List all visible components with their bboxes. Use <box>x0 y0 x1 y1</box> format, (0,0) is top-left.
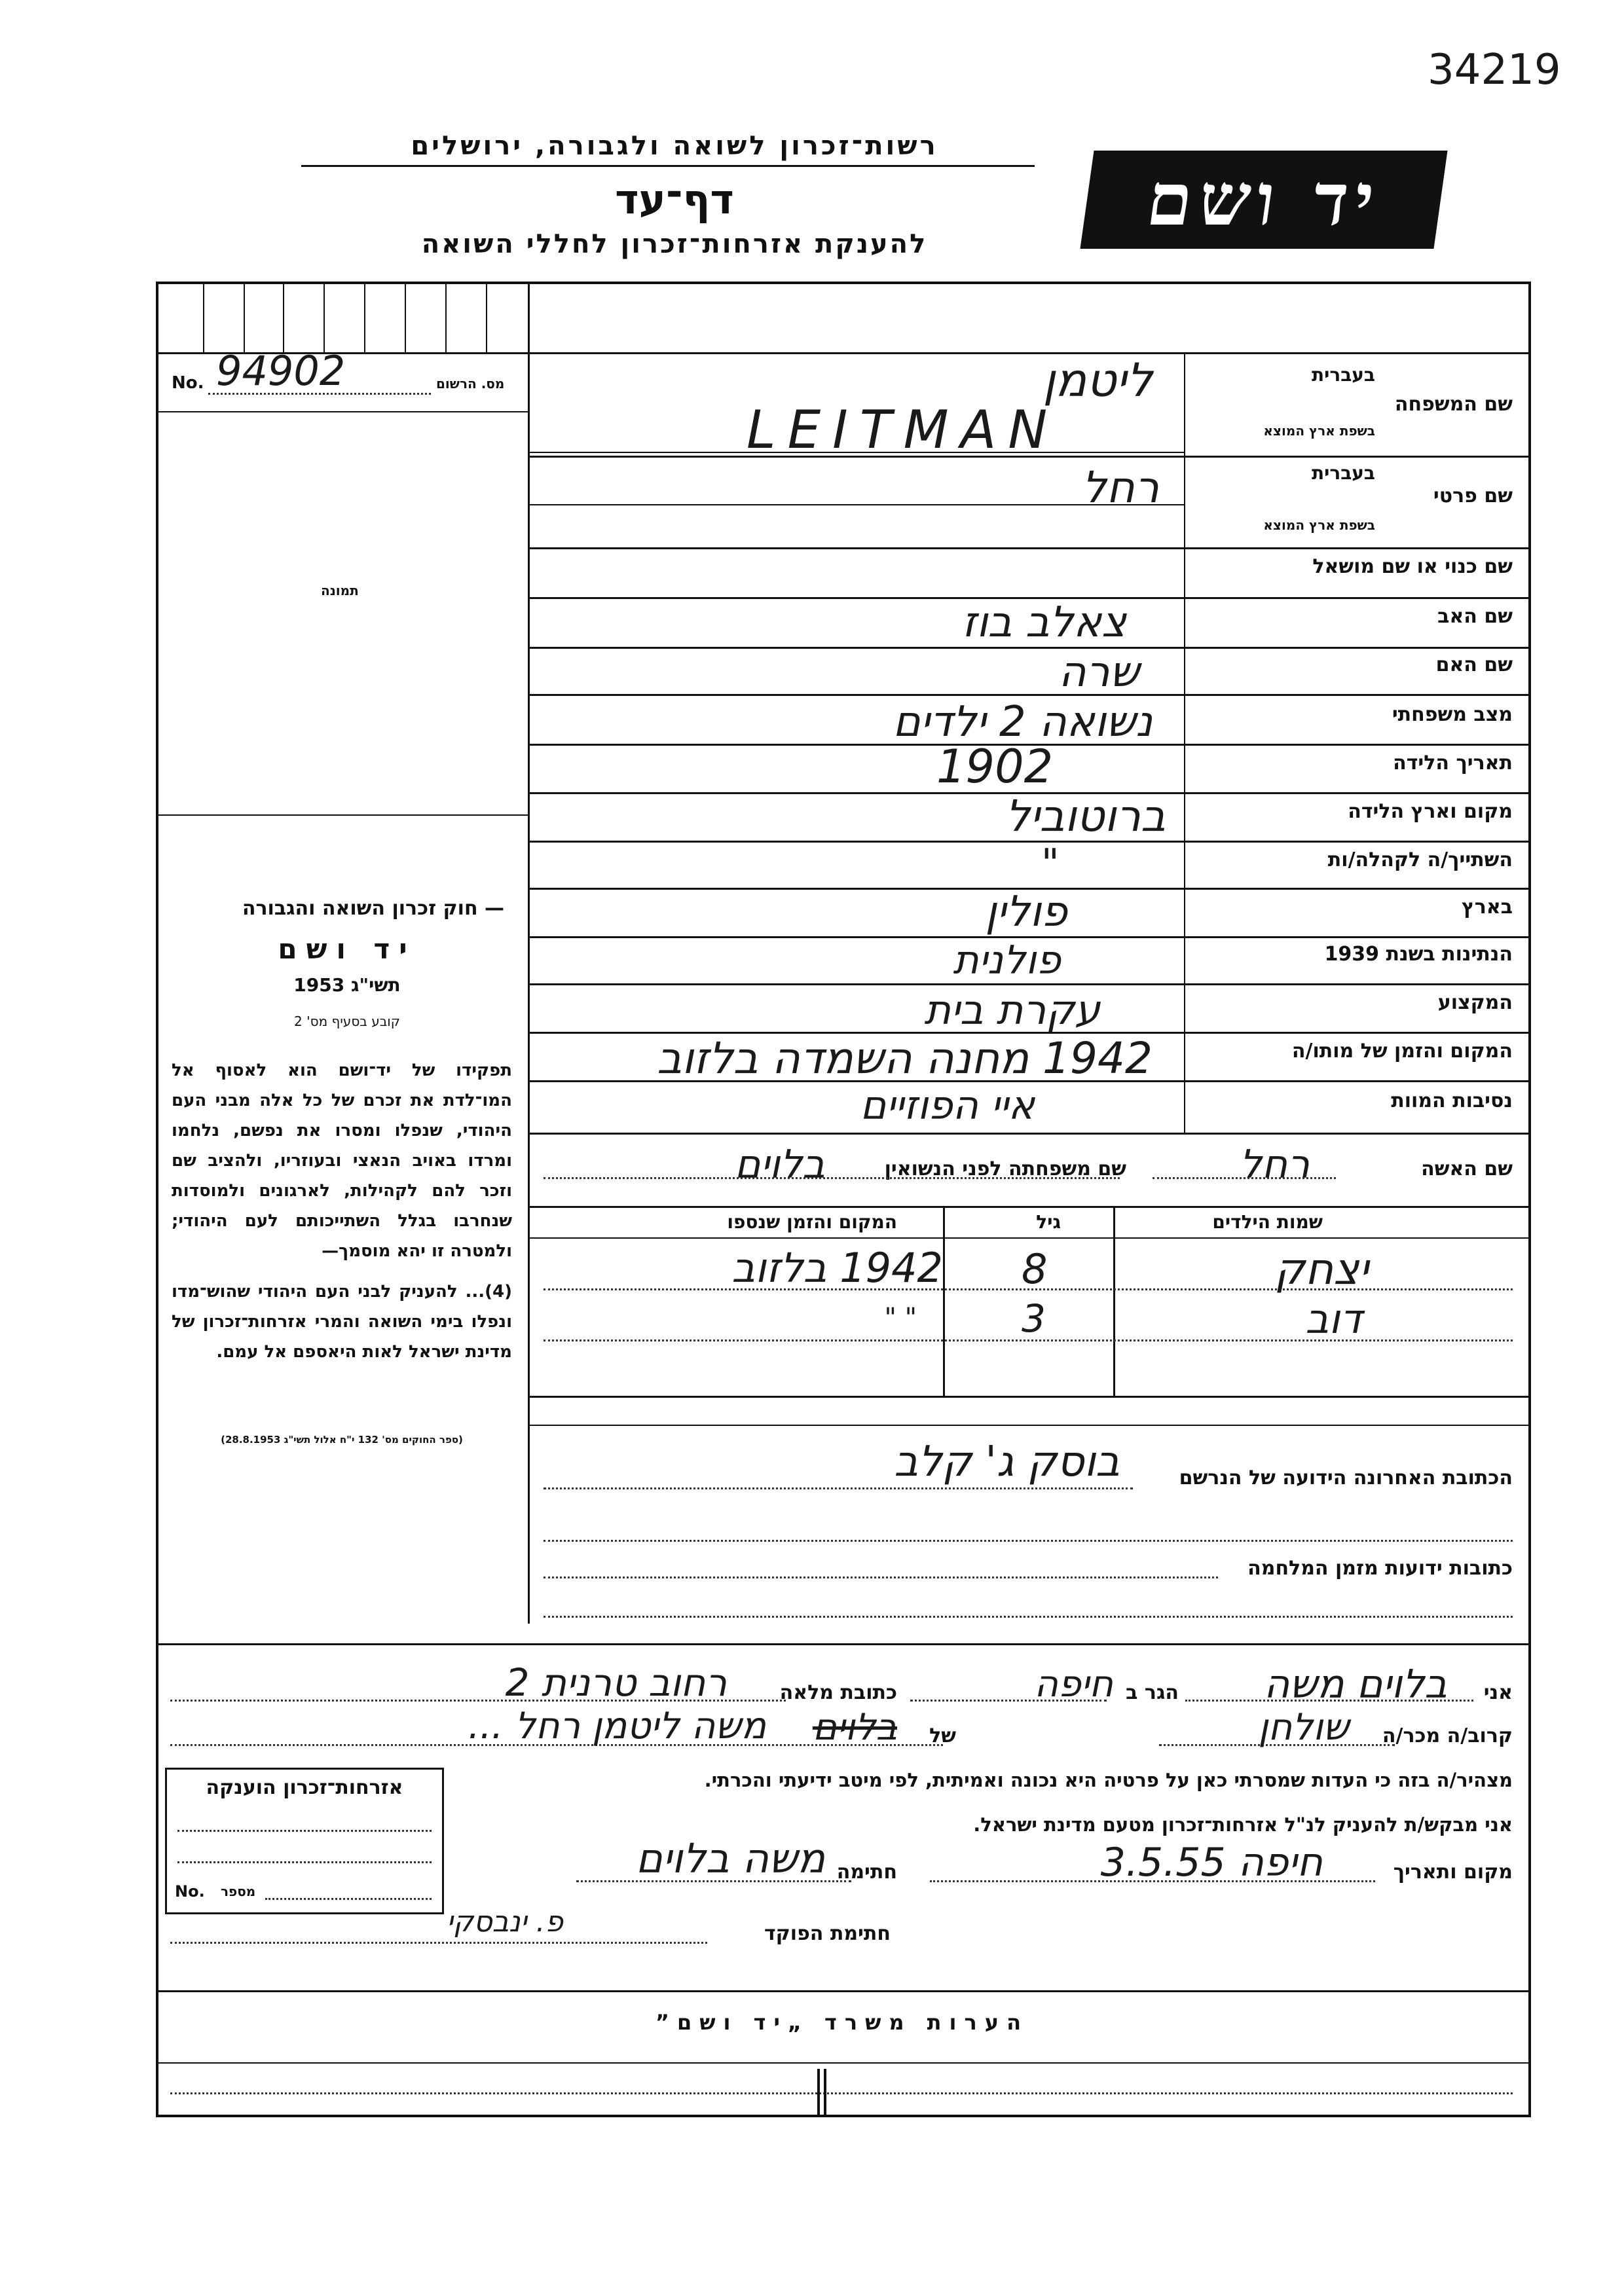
field-label-first-name: שם פרטי <box>1433 484 1513 507</box>
declarant-address: רחוב טרנית 2 <box>505 1660 727 1705</box>
field-label-nationality: הנתינות בשנת 1939 <box>1324 943 1513 966</box>
office-remarks-label: הערות משרד „יד ושם” <box>655 2010 1029 2035</box>
archive-number: 34219 <box>1428 46 1561 94</box>
declarant-address-label: כתובת מלאה <box>779 1681 897 1704</box>
value-profession: עקרת בית <box>924 986 1100 1034</box>
law-clause: קובע בסעיף מס' 2 <box>294 1013 400 1029</box>
value-family-name-latin: LEITMAN <box>747 399 1060 460</box>
value-country: פולין <box>985 888 1067 936</box>
spouse-maiden-name: בלוים <box>734 1142 825 1188</box>
law-title: — חוק זכרון השואה והגבורה <box>242 897 504 920</box>
field-label-father: שם האב <box>1437 605 1513 628</box>
citizenship-box-no-label: No. <box>175 1882 205 1901</box>
officer-signature: פ. ינבסקי <box>447 1905 563 1939</box>
value-community: " <box>1041 841 1060 886</box>
value-father: צאלב בוז <box>961 598 1126 647</box>
logo-text: יד ושם <box>1141 157 1386 242</box>
relative-label: קרוב/ה מכר/ה <box>1382 1724 1513 1747</box>
field-label-profession: המקצוע <box>1437 991 1513 1014</box>
registration-number: 94902 <box>216 347 346 395</box>
place-date-label: מקום ותאריך <box>1393 1861 1513 1884</box>
yad-vashem-logo <box>1080 151 1447 249</box>
header-underline <box>301 165 1035 167</box>
law-name: יד ושם <box>278 933 416 965</box>
citizenship-box-title: אזרחות־זכרון הוענקה <box>206 1776 403 1799</box>
last-address-label: הכתובת האחרונה הידועה של הנרשם <box>1179 1467 1513 1489</box>
child-age: 8 <box>1022 1245 1048 1293</box>
declarant-city: חיפה <box>1034 1663 1113 1705</box>
law-paragraph-2: (4)... להעניק לבני העם היהודי שהוש־מדו ונפלו בימי השואה והמרי אזרחות־זכרון של מדינת ישראל לאות היאספם אל עמם. <box>172 1282 512 1362</box>
photo-label: תמונה <box>321 583 359 598</box>
value-nationality: פולנית <box>953 938 1061 983</box>
law-year: תשי"ג 1953 <box>293 974 401 996</box>
citizenship-box <box>165 1768 444 1914</box>
field-sub-hebrew-first: בעברית <box>1311 462 1375 484</box>
field-label-country: בארץ <box>1461 896 1513 919</box>
spouse-first-name: רחל <box>1239 1142 1310 1188</box>
child-name: דוב <box>1305 1295 1362 1343</box>
declarant-ani: אני <box>1483 1681 1513 1704</box>
child-age: 3 <box>1022 1296 1046 1341</box>
value-marital: נשואה 2 ילדים <box>893 698 1153 746</box>
field-sub-origin-first: בשפת ארץ המוצא <box>1263 517 1375 533</box>
field-label-birthplace: מקום וארץ הלידה <box>1348 800 1513 823</box>
law-paragraph-1: תפקידו של יד־ושם הוא לאסוף אל המו־לדת את זכרם של כל אלה מבני העם היהודי, שנפלו ומסרו את נפשם, נלחמו ומרדו באויב הנאצי ובעוזריו, ולהציב שם וזכר להם לקהילות, לארגונים ולמוסדות שנחרבו בגלל השתייכותם לעם היהודי; ולמטרה זו יהא מוסמך— <box>172 1061 512 1261</box>
field-label-community: השתייך/ה לקהלה/ות <box>1327 848 1513 871</box>
last-address-value: בוסק ג' קלב <box>894 1438 1120 1486</box>
value-mother: שרה <box>1058 648 1139 697</box>
field-sub-hebrew-family: בעברית <box>1311 364 1375 386</box>
child-place-time: 1942 בלזוב <box>731 1244 943 1292</box>
form-title: דף־עד <box>615 175 734 223</box>
value-death-circumstances: איי הפוזיים <box>860 1083 1035 1129</box>
field-sub-origin-family: בשפת ארץ המוצא <box>1263 423 1375 439</box>
signature-label: חתימה <box>836 1861 897 1884</box>
spouse-maiden-label: שם משפחתה לפני הנשואין <box>884 1157 1126 1180</box>
citizenship-box-number-label: מספר <box>221 1884 256 1899</box>
declaration-statement-2: אני מבקש/ת להעניק לנ"ל אזרחות־זכרון מטעם מדינת ישראל. <box>973 1813 1513 1836</box>
place-date-value: חיפה 3.5.55 <box>1100 1840 1323 1886</box>
registration-no-label: No. <box>172 373 204 393</box>
field-label-death-place: המקום והזמן של מותו/ה <box>1291 1040 1513 1063</box>
declaration-statement-1: מצהיר/ה בזה כי העדות שמסרתי כאן על פרטיה היא נכונה ואמיתית, לפי מיטב ידיעתי והכרתי. <box>704 1769 1513 1791</box>
relative-relation: שולחן <box>1258 1706 1349 1749</box>
war-address-label: כתובות ידועות מזמן המלחמה <box>1247 1557 1513 1580</box>
child-place-time: " " <box>884 1303 917 1333</box>
children-header-names: שמות הילדים <box>1212 1211 1323 1233</box>
children-header-age: גיל <box>1036 1211 1061 1233</box>
field-label-mother: שם האם <box>1435 653 1513 676</box>
value-family-name-hebrew: ליטמן <box>1043 354 1153 407</box>
field-label-marital: מצב משפחתי <box>1392 703 1513 726</box>
value-birthplace: ברוטוביל <box>1005 791 1166 841</box>
war-address-value <box>544 1616 1513 1618</box>
declarant-name: בלוים משה <box>1264 1662 1447 1707</box>
registration-line <box>208 393 431 395</box>
signature-value: משה בלוים <box>635 1834 825 1882</box>
relative-of-label: של <box>929 1724 956 1747</box>
value-birthdate: 1902 <box>936 740 1054 793</box>
relative-of-value: משה ליטמן רחל ... <box>468 1705 766 1747</box>
declarant-resides-label: הגר ב <box>1126 1681 1179 1704</box>
field-label-birthdate: תאריך הלידה <box>1393 752 1513 774</box>
value-first-name: רחל <box>1082 462 1159 513</box>
relative-of-struck: בלוים <box>812 1706 897 1749</box>
field-label-nickname: שם כנוי או שם מושאל <box>1312 555 1513 578</box>
value-death-place: 1942 מחנה השמדה בלזוב <box>657 1033 1153 1084</box>
child-name: יצחק <box>1274 1244 1369 1294</box>
header-authority: רשות־זכרון לשואה ולגבורה, ירושלים <box>411 131 938 161</box>
field-label-family-name: שם המשפחה <box>1394 393 1513 416</box>
officer-signature-label: חתימת הפוקד <box>764 1922 891 1945</box>
children-header-place-time: המקום והזמן שנספו <box>727 1211 897 1233</box>
law-source: (ספר החוקים מס' 132 י"ח אלול תשי"ג 28.8.1953) <box>221 1434 463 1446</box>
form-subtitle: להענקת אזרחות־זכרון לחללי השואה <box>421 229 928 259</box>
spouse-label: שם האשה <box>1421 1157 1513 1180</box>
registration-label: מס. הרשום <box>436 376 505 392</box>
field-label-death-circumstances: נסיבות המוות <box>1391 1089 1513 1112</box>
